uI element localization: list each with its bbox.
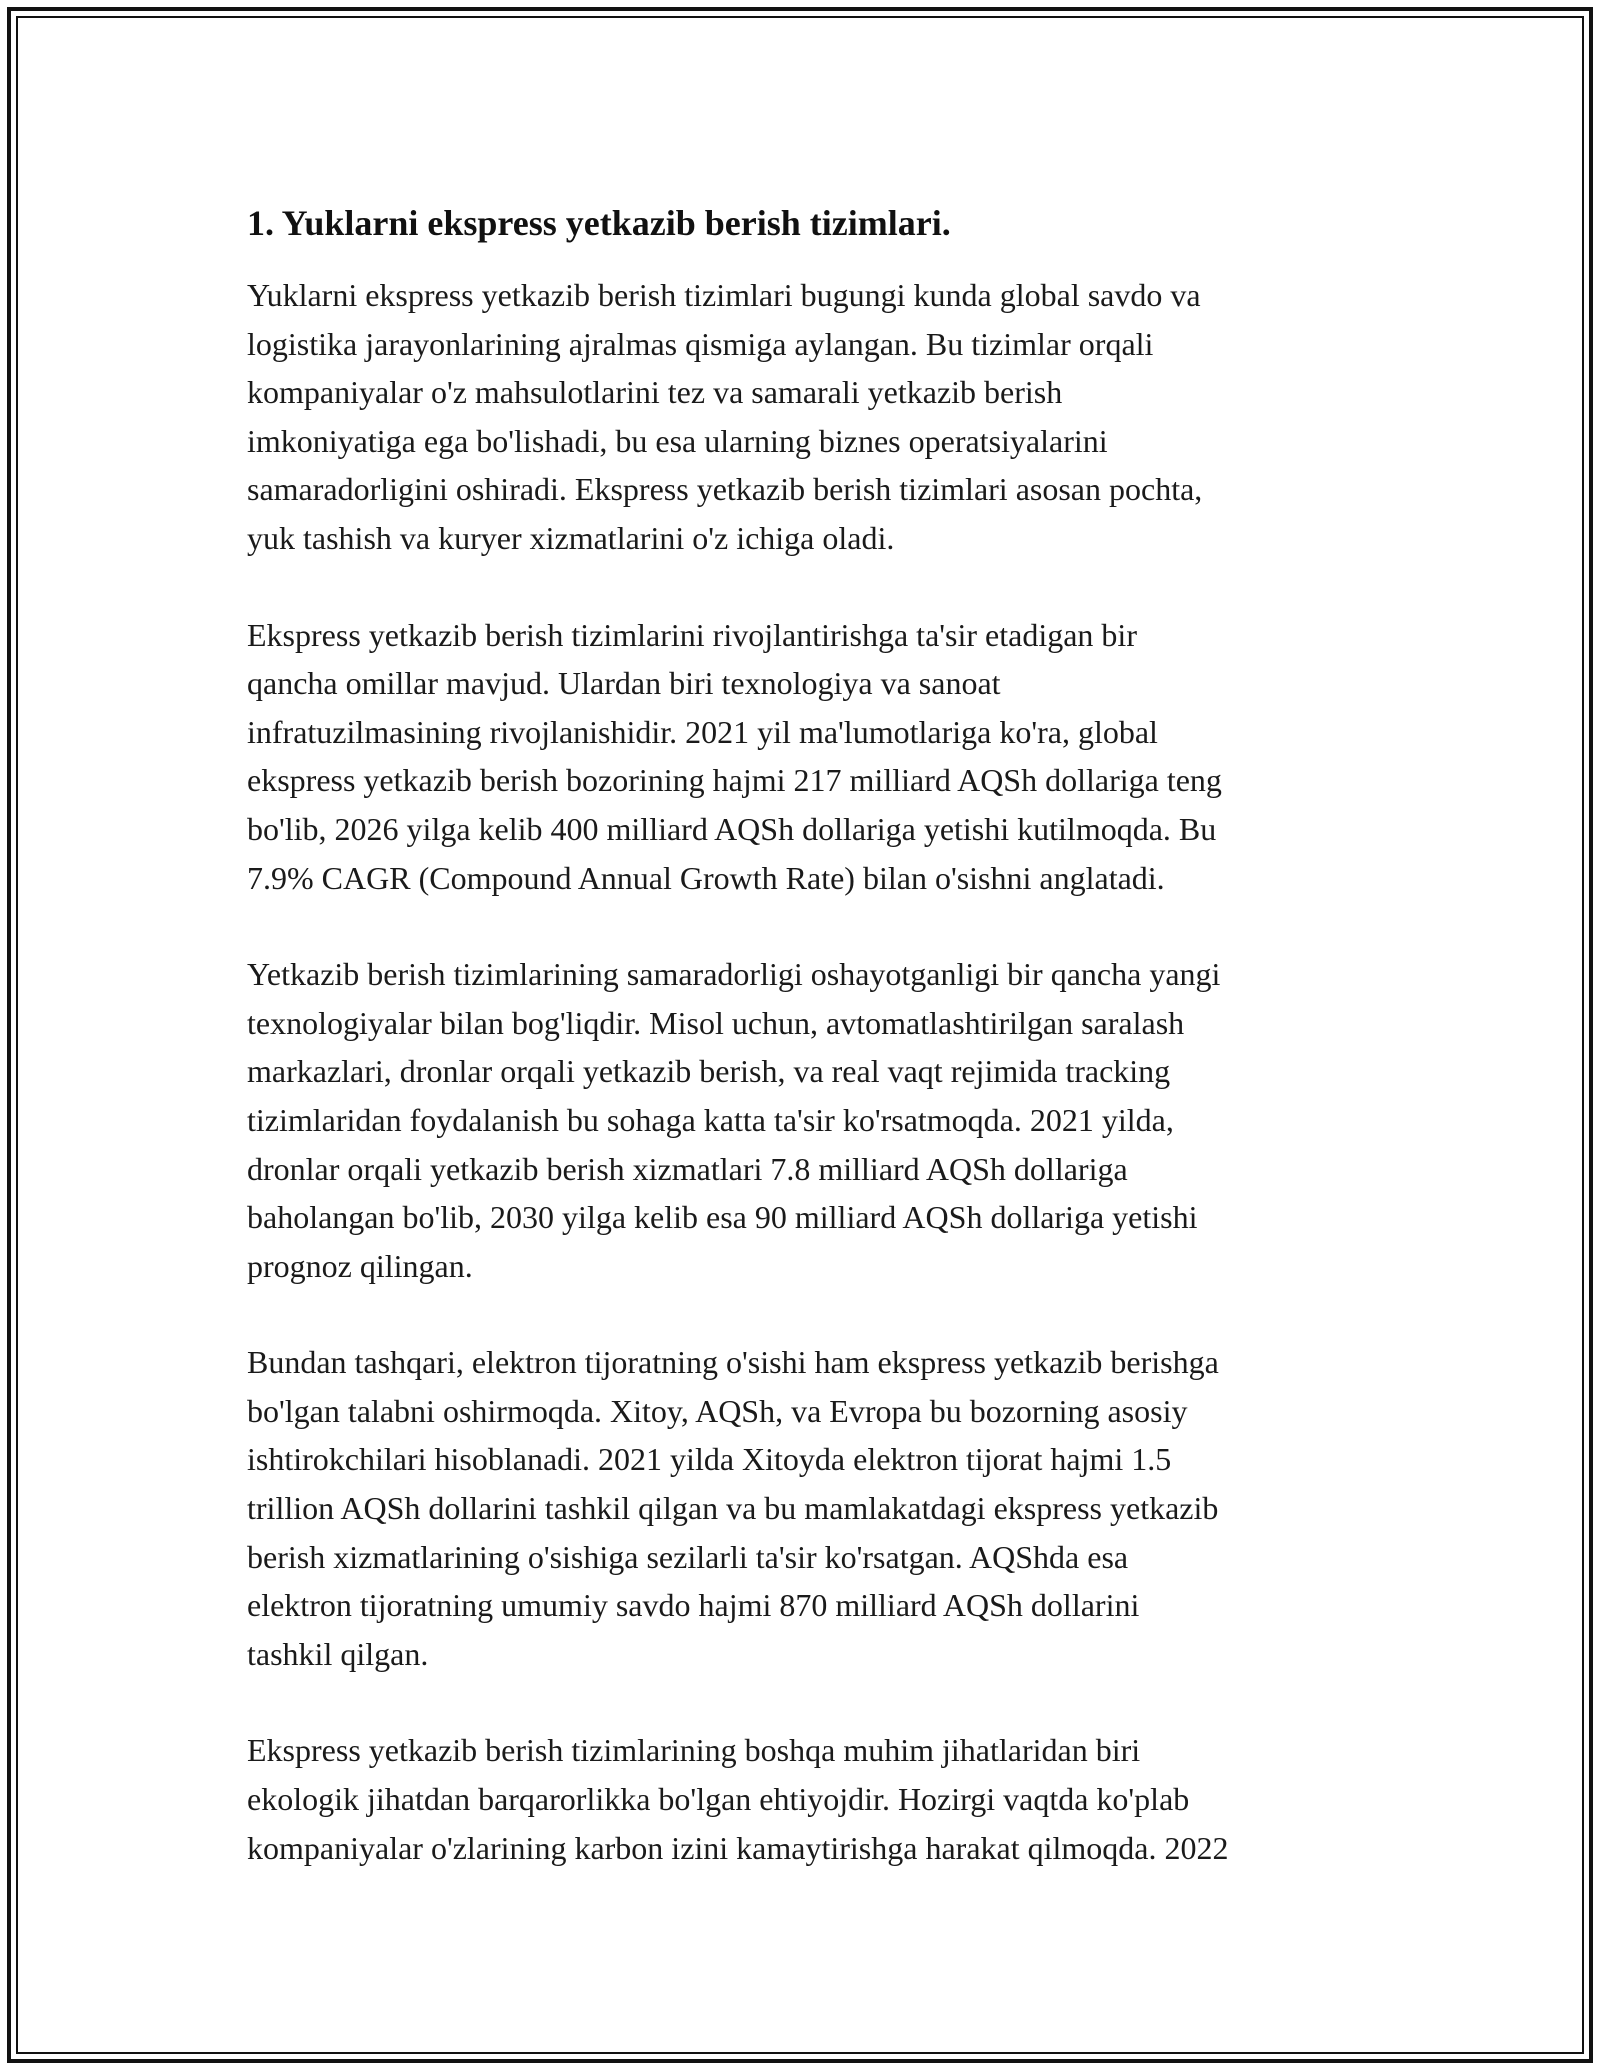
paragraph-line: ekspress yetkazib berish bozorining hajmi 217 milliard AQSh dollariga teng (247, 762, 1222, 799)
paragraph-line: tizimlaridan foydalanish bu sohaga katta ta'sir ko'rsatmoqda. 2021 yilda, (247, 1101, 1174, 1138)
paragraph-line: bo'lgan talabni oshirmoqda. Xitoy, AQSh, va Evropa bu bozorning asosiy (247, 1392, 1188, 1429)
paragraph-line: infratuzilmasining rivojlanishidir. 2021 yil ma'lumotlariga ko'ra, global (247, 713, 1158, 750)
paragraph-line: yuk tashish va kuryer xizmatlarini o'z ichiga oladi. (247, 519, 895, 556)
paragraph-line: Ekspress yetkazib berish tizimlarining boshqa muhim jihatlaridan biri (247, 1732, 1141, 1769)
paragraph-line: ishtirokchilari hisoblanadi. 2021 yilda Xitoyda elektron tijorat hajmi 1.5 (247, 1441, 1172, 1478)
paragraph-line: elektron tijoratning umumiy savdo hajmi 870 milliard AQSh dollarini (247, 1587, 1140, 1624)
paragraph-line: dronlar orqali yetkazib berish xizmatlari 7.8 milliard AQSh dollariga (247, 1150, 1128, 1187)
paragraph-line: trillion AQSh dollarini tashkil qilgan va bu mamlakatdagi ekspress yetkazib (247, 1490, 1219, 1527)
paragraph-line: samaradorligini oshiradi. Ekspress yetkazib berish tizimlari asosan pochta, (247, 471, 1203, 508)
paragraph-line: Bundan tashqari, elektron tijoratning o'sishi ham ekspress yetkazib berishga (247, 1344, 1219, 1381)
paragraph-line: Yetkazib berish tizimlarining samaradorligi oshayotganligi bir qancha yangi (247, 956, 1221, 993)
paragraph-line: tashkil qilgan. (247, 1635, 429, 1672)
paragraph-line: qancha omillar mavjud. Ulardan biri texnologiya va sanoat (247, 665, 1001, 702)
paragraph-line: kompaniyalar o'z mahsulotlarini tez va samarali yetkazib berish (247, 374, 1063, 411)
paragraph-1 (247, 271, 1397, 563)
paragraph-line: ekologik jihatdan barqarorlikka bo'lgan ehtiyojdir. Hozirgi vaqtda ko'plab (247, 1781, 1190, 1818)
paragraph-line: texnologiyalar bilan bog'liqdir. Misol uchun, avtomatlashtirilgan saralash (247, 1004, 1185, 1041)
document-page (7, 7, 1593, 2063)
paragraph-line: baholangan bo'lib, 2030 yilga kelib esa 90 milliard AQSh dollariga yetishi (247, 1199, 1198, 1236)
paragraph-line: bo'lib, 2026 yilga kelib 400 milliard AQSh dollariga yetishi kutilmoqda. Bu (247, 810, 1217, 847)
document-content (247, 199, 1397, 1920)
paragraph-line: prognoz qilingan. (247, 1247, 473, 1284)
paragraph-line: 7.9% CAGR (Compound Annual Growth Rate) bilan o'sishni anglatadi. (247, 859, 1165, 896)
paragraph-line: Ekspress yetkazib berish tizimlarini rivojlantirishga ta'sir etadigan bir (247, 616, 1137, 653)
paragraph-3 (247, 950, 1397, 1290)
paragraph-line: berish xizmatlarining o'sishiga sezilarli ta'sir ko'rsatgan. AQShda esa (247, 1538, 1129, 1575)
paragraph-4 (247, 1338, 1397, 1678)
paragraph-line: logistika jarayonlarining ajralmas qismiga aylangan. Bu tizimlar orqali (247, 325, 1154, 362)
paragraph-line: markazlari, dronlar orqali yetkazib berish, va real vaqt rejimida tracking (247, 1053, 1171, 1090)
paragraph-2 (247, 611, 1397, 903)
section-heading: 1. Yuklarni ekspress yetkazib berish tizimlari. (247, 203, 951, 243)
paragraph-5 (247, 1726, 1397, 1872)
paragraph-line: Yuklarni ekspress yetkazib berish tizimlari bugungi kunda global savdo va (247, 277, 1201, 313)
paragraph-line: kompaniyalar o'zlarining karbon izini kamaytirishga harakat qilmoqda. 2022 (247, 1829, 1229, 1866)
paragraph-line: imkoniyatiga ega bo'lishadi, bu esa ularning biznes operatsiyalarini (247, 422, 1108, 459)
